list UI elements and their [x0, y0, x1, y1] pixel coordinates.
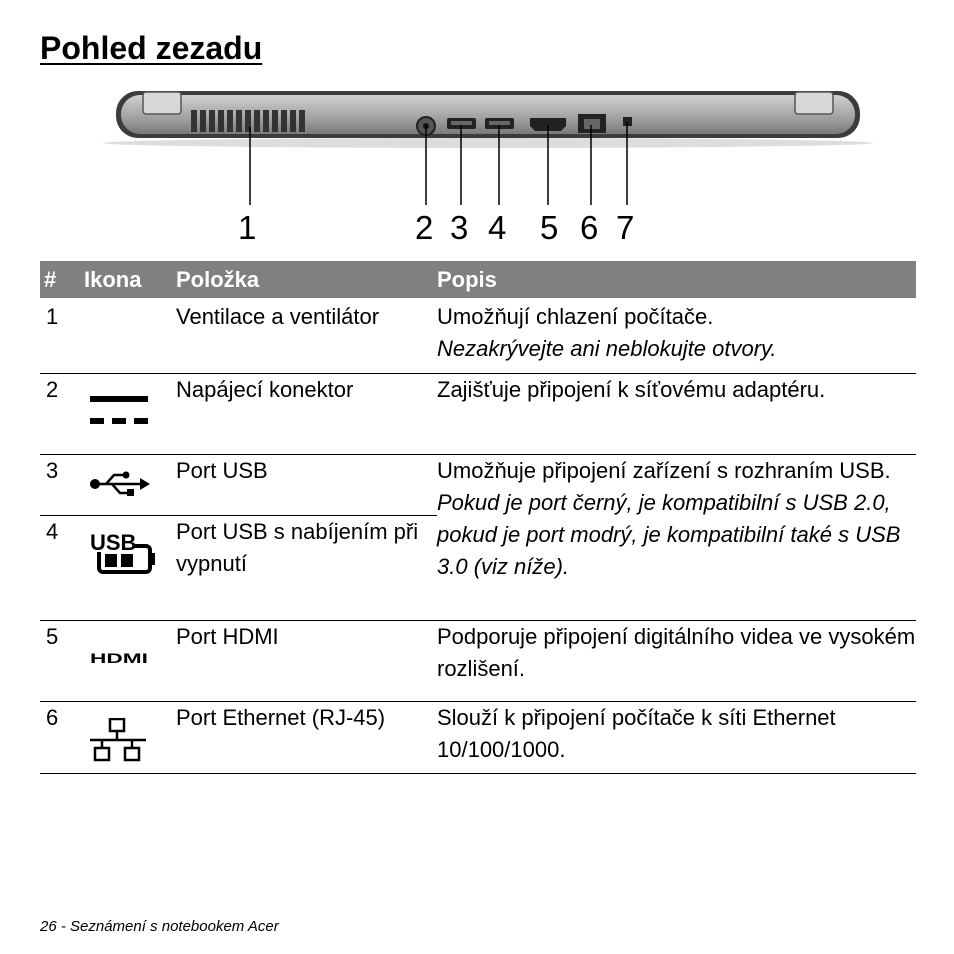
row-note: Pokud je port černý, je kompatibilní s USB 2.0, pokud je port modrý, je kompatibilní také s USB 3.0 (viz níže).	[437, 490, 901, 579]
header-description: Popis	[437, 261, 916, 298]
callout-number: 1	[238, 209, 257, 246]
hdmi-icon	[90, 651, 150, 665]
table-header-row	[40, 261, 916, 298]
usb-charging-icon	[90, 530, 156, 574]
row-item: Port Ethernet (RJ-45)	[176, 702, 437, 774]
row-number: 1	[46, 304, 59, 329]
row-number: 4	[40, 516, 78, 621]
usb-icon	[90, 471, 150, 497]
row-number: 6	[40, 702, 78, 774]
dc-power-icon	[90, 396, 148, 430]
row-number: 5	[40, 621, 78, 702]
callout-number: 6	[580, 209, 599, 246]
row-description: Podporuje připojení digitálního videa ve vysokém rozlišení.	[437, 621, 916, 702]
row-item: Port USB	[176, 455, 437, 516]
laptop-rear-illustration	[0, 0, 954, 210]
row-description: Umožňují chlazení počítače.	[437, 304, 714, 329]
row-item: Port USB s nabíjením při vypnutí	[176, 516, 437, 621]
table-row	[40, 621, 916, 702]
page-footer: 26 - Seznámení s notebookem Acer	[40, 918, 279, 935]
table-row	[40, 374, 916, 455]
row-note: Nezakrývejte ani neblokujte otvory.	[437, 336, 777, 361]
row-description: Slouží k připojení počítače k síti Ethernet 10/100/1000.	[437, 702, 916, 774]
header-icon: Ikona	[78, 261, 176, 298]
table-row	[40, 702, 916, 774]
callout-number: 5	[540, 209, 559, 246]
callout-number: 7	[616, 209, 635, 246]
row-number: 2	[40, 374, 78, 455]
ports-table	[40, 261, 916, 774]
callout-number: 3	[450, 209, 469, 246]
header-number: #	[40, 261, 78, 298]
row-item: Port HDMI	[176, 621, 437, 702]
callout-number: 2	[415, 209, 434, 246]
row-description: Umožňuje připojení zařízení s rozhraním USB.	[437, 458, 891, 483]
ethernet-icon	[90, 718, 146, 762]
callout-number: 4	[488, 209, 507, 246]
header-item: Položka	[176, 261, 437, 298]
row-description: Zajišťuje připojení k síťovému adaptéru.	[437, 374, 916, 455]
table-row	[40, 298, 916, 374]
row-item: Napájecí konektor	[176, 374, 437, 455]
row-number: 3	[40, 455, 78, 516]
table-row	[40, 455, 916, 516]
svg-text:HDMI: HDMI	[90, 651, 148, 665]
page-title: Pohled zezadu	[40, 30, 263, 66]
svg-text:USB: USB	[90, 530, 137, 555]
row-item: Ventilace a ventilátor	[176, 304, 380, 329]
